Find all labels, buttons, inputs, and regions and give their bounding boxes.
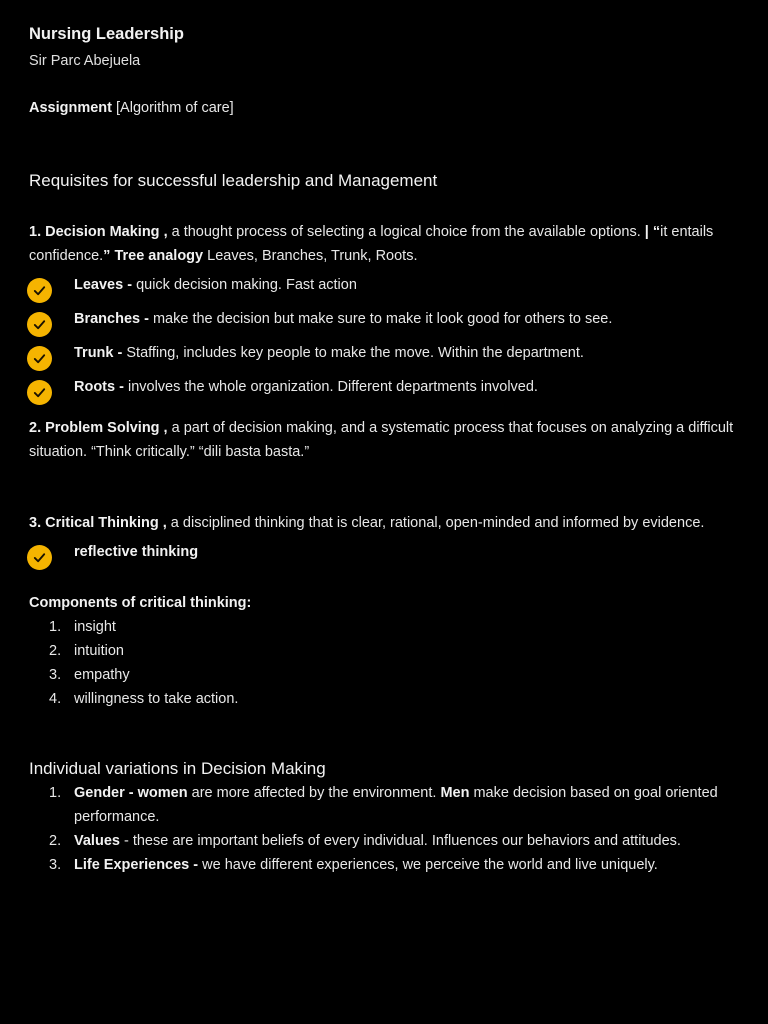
- checkmark-circle-icon[interactable]: [27, 346, 52, 371]
- assignment-line: [29, 96, 739, 120]
- quote-close: ”: [103, 248, 111, 264]
- problem-solving-text: a part of decision making, and a systematic process that focuses on analyzing a difficult situation. “Think critically.” “dili basta basta.”: [29, 420, 734, 460]
- list-item-text: we have different experiences, we perceive the world and live uniquely.: [198, 857, 658, 873]
- list-number: 4.: [49, 691, 62, 707]
- list-number: 1.: [49, 785, 62, 801]
- list-item-text: - these are important beliefs of every individual. Influences our behaviors and attitudes.: [119, 833, 681, 849]
- list-item: [29, 663, 739, 687]
- checkmark-circle-icon[interactable]: [27, 278, 52, 303]
- tree-analogy-checklist: [29, 274, 739, 410]
- critical-thinking-term: 3. Critical Thinking ,: [29, 515, 167, 531]
- problem-solving-term: 2. Problem Solving ,: [29, 420, 168, 436]
- checklist-item: [29, 541, 739, 575]
- list-number: 3.: [49, 857, 62, 873]
- assignment-label: Assignment: [29, 100, 112, 116]
- list-item: [29, 687, 739, 711]
- list-number: 3.: [49, 667, 62, 683]
- checklist-item-label: Trunk -: [74, 345, 123, 361]
- list-number: 2.: [49, 643, 62, 659]
- section-heading-requisites: Requisites for successful leadership and Management: [29, 171, 438, 190]
- list-item: [29, 829, 739, 853]
- tree-analogy-label: Tree analogy: [110, 248, 204, 264]
- decision-making-term: 1. Decision Making ,: [29, 224, 168, 240]
- critical-thinking-text: a disciplined thinking that is clear, rational, open-minded and informed by evidence.: [166, 515, 705, 531]
- checklist-item: [29, 274, 739, 308]
- note-title: Nursing Leadership: [29, 25, 184, 43]
- checkmark-circle-icon[interactable]: [27, 545, 52, 570]
- list-item-text: insight: [74, 619, 116, 635]
- checklist-item: [29, 376, 739, 410]
- list-item-text: intuition: [74, 643, 124, 659]
- checklist-item-label: Leaves -: [74, 277, 133, 293]
- list-item-label: Gender - women: [74, 785, 188, 801]
- checklist-item: [29, 308, 739, 342]
- list-item: [29, 853, 739, 877]
- list-item-label-2: Men: [440, 785, 470, 801]
- list-item-text: empathy: [74, 667, 130, 683]
- list-item-text: are more affected by the environment.: [187, 785, 441, 801]
- list-number: 1.: [49, 619, 62, 635]
- list-item-text-2: make decision based on goal oriented performance.: [74, 785, 718, 825]
- quote-text: it entails confidence.: [29, 224, 714, 264]
- critical-thinking-checklist: [29, 541, 739, 575]
- section-heading-individual-variations: Individual variations in Decision Making: [29, 759, 326, 778]
- checklist-item: [29, 342, 739, 376]
- decision-making-paragraph: [29, 220, 739, 268]
- list-item-label: Values: [74, 833, 120, 849]
- checklist-item-label: Branches -: [74, 311, 149, 327]
- individual-variations-list: [29, 781, 739, 877]
- checklist-item-label: reflective thinking: [74, 544, 199, 560]
- quote-bar: | “: [644, 224, 661, 240]
- list-number: 2.: [49, 833, 62, 849]
- components-list: [29, 615, 739, 711]
- checkmark-circle-icon[interactable]: [27, 312, 52, 337]
- list-item: [29, 615, 739, 639]
- list-item: [29, 639, 739, 663]
- checklist-item-text: involves the whole organization. Different departments involved.: [123, 379, 538, 395]
- checklist-item-text: Staffing, includes key people to make the move. Within the department.: [122, 345, 584, 361]
- note-subtitle: Sir Parc Abejuela: [29, 53, 141, 69]
- critical-thinking-paragraph: [29, 511, 739, 535]
- assignment-value: [Algorithm of care]: [112, 100, 234, 116]
- list-item: [29, 781, 739, 829]
- tree-analogy-text: Leaves, Branches, Trunk, Roots.: [203, 248, 418, 264]
- problem-solving-paragraph: [29, 416, 739, 464]
- components-heading: Components of critical thinking:: [29, 595, 252, 611]
- checklist-item-label: Roots -: [74, 379, 124, 395]
- list-item-text: willingness to take action.: [74, 691, 239, 707]
- checklist-item-text: make the decision but make sure to make it look good for others to see.: [148, 311, 613, 327]
- list-item-label: Life Experiences -: [74, 857, 199, 873]
- decision-making-text: a thought process of selecting a logical choice from the available options.: [167, 224, 645, 240]
- checkmark-circle-icon[interactable]: [27, 380, 52, 405]
- checklist-item-text: quick decision making. Fast action: [132, 277, 357, 293]
